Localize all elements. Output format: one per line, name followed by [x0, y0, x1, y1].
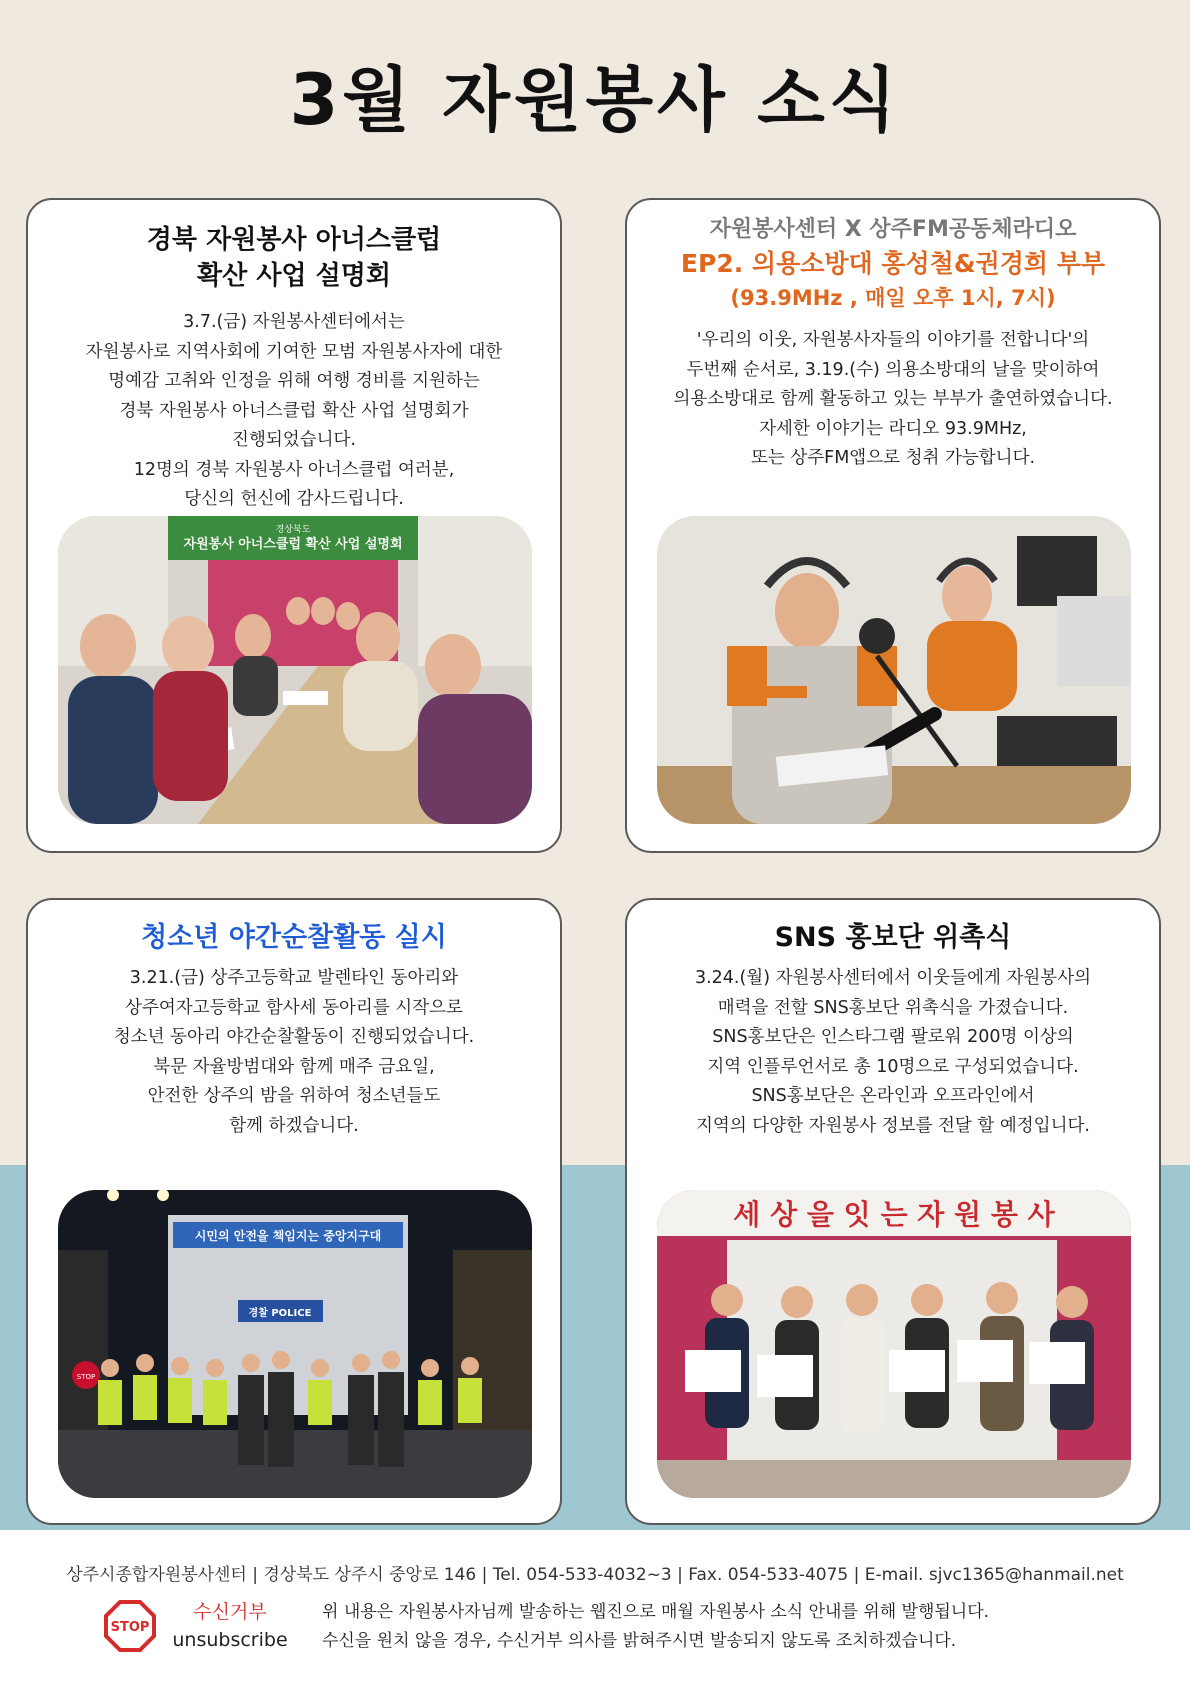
wall-banner-text: 세 상 을 잇 는 자 원 봉 사	[733, 1198, 1055, 1231]
body-line: 의용소방대로 함께 활동하고 있는 부부가 출연하였습니다.	[673, 389, 1113, 409]
body-line: 또는 상주FM앱으로 청취 가능합니다.	[750, 448, 1036, 468]
notice-line: 위 내용은 자원봉사자님께 발송하는 웹진으로 매월 자원봉사 소식 안내를 위해 발행됩니다.	[322, 1602, 990, 1622]
card-title-line: 경북 자원봉사 아너스클럽	[146, 225, 442, 255]
news-card-radio	[625, 198, 1161, 853]
news-card-night-patrol	[26, 898, 562, 1525]
body-line: 상주여자고등학교 함사세 동아리를 시작으로	[125, 997, 463, 1018]
body-line: SNS홍보단은 온라인과 오프라인에서	[751, 1086, 1035, 1106]
body-line: 북문 자율방범대와 함께 매주 금요일,	[153, 1056, 435, 1077]
card-title-line: 확산 사업 설명회	[197, 261, 391, 291]
card-body	[28, 308, 560, 515]
body-line: 매력을 전할 SNS홍보단 위촉식을 가졌습니다.	[717, 997, 1069, 1018]
card-title: SNS 홍보단 위촉식	[774, 922, 1012, 953]
card-subtitle: 자원봉사센터 X 상주FM공동체라디오	[709, 217, 1077, 242]
body-line: 지역 인플루언서로 총 10명으로 구성되었습니다.	[707, 1056, 1079, 1077]
card-title	[28, 222, 560, 294]
unsubscribe-ko[interactable]: 수신거부	[193, 1601, 267, 1623]
station-sign-text: 시민의 안전을 책임지는 중앙지구대	[194, 1229, 382, 1243]
news-card-honors-club	[26, 198, 562, 853]
banner-text: 자원봉사 아너스클럽 확산 사업 설명회	[183, 537, 403, 552]
night-patrol-photo	[58, 1190, 532, 1498]
body-line: 12명의 경북 자원봉사 아너스클럽 여러분,	[133, 459, 455, 480]
body-line: 당신의 헌신에 감사드립니다.	[184, 489, 404, 509]
body-line: 두번째 순서로, 3.19.(수) 의용소방대의 날을 맞이하여	[686, 359, 1100, 380]
body-line: 명예감 고취와 인정을 위해 여행 경비를 지원하는	[108, 371, 480, 391]
body-line: 3.24.(월) 자원봉사센터에서 이웃들에게 자원봉사의	[694, 968, 1092, 988]
body-line: SNS홍보단은 인스타그램 팔로워 200명 이상의	[712, 1027, 1074, 1047]
footer-contact-info: 상주시종합자원봉사센터 | 경상북도 상주시 중앙로 146 | Tel. 054-533-4032~3 | Fax. 054-533-4075 | E-mail. sjvc1365@hanmail.net	[66, 1565, 1124, 1585]
unsubscribe-en[interactable]: unsubscribe	[172, 1629, 288, 1651]
meeting-photo	[58, 516, 532, 824]
police-sign-text: 경찰 POLICE	[248, 1308, 312, 1319]
notice-line: 수신을 원치 않을 경우, 수신거부 의사를 밝혀주시면 발송되지 않도록 조치하겠습니다.	[322, 1631, 957, 1651]
sns-ceremony-photo	[657, 1190, 1131, 1498]
page-title: 3월 자원봉사 소식	[289, 59, 901, 141]
stop-sign-icon[interactable]	[104, 1600, 156, 1652]
body-line: 3.7.(금) 자원봉사센터에서는	[183, 312, 405, 332]
body-line: '우리의 이웃, 자원봉사자들의 이야기를 전합니다'의	[696, 330, 1090, 350]
body-line: 진행되었습니다.	[232, 430, 356, 450]
body-line: 지역의 다양한 자원봉사 정보를 전달 할 예정입니다.	[696, 1115, 1090, 1136]
radio-studio-photo	[657, 516, 1131, 824]
body-line: 청소년 동아리 야간순찰활동이 진행되었습니다.	[113, 1027, 475, 1047]
body-line: 3.21.(금) 상주고등학교 발렌타인 동아리와	[129, 968, 459, 988]
card-body	[627, 964, 1159, 1141]
card-body	[28, 964, 560, 1141]
card-body	[627, 326, 1159, 474]
body-line: 자원봉사로 지역사회에 기여한 모범 자원봉사자에 대한	[85, 341, 503, 362]
unsubscribe-link[interactable]	[170, 1598, 290, 1654]
footer-notice	[322, 1598, 989, 1656]
body-line: 경북 자원봉사 아너스클럽 확산 사업 설명회가	[119, 400, 469, 421]
news-card-sns-promoters	[625, 898, 1161, 1525]
body-line: 자세한 이야기는 라디오 93.9MHz,	[759, 418, 1027, 439]
radio-frequency: (93.9MHz , 매일 오후 1시, 7시)	[730, 286, 1056, 310]
banner-small-text: 경상북도	[275, 525, 311, 535]
body-line: 안전한 상주의 밤을 위하여 청소년들도	[147, 1086, 441, 1106]
stop-sign-text: STOP	[76, 1373, 96, 1381]
card-title: 청소년 야간순찰활동 실시	[141, 922, 447, 953]
card-title: EP2. 의용소방대 홍성철&권경희 부부	[680, 249, 1106, 278]
body-line: 함께 하겠습니다.	[229, 1115, 359, 1136]
stop-label: STOP	[110, 1620, 150, 1635]
